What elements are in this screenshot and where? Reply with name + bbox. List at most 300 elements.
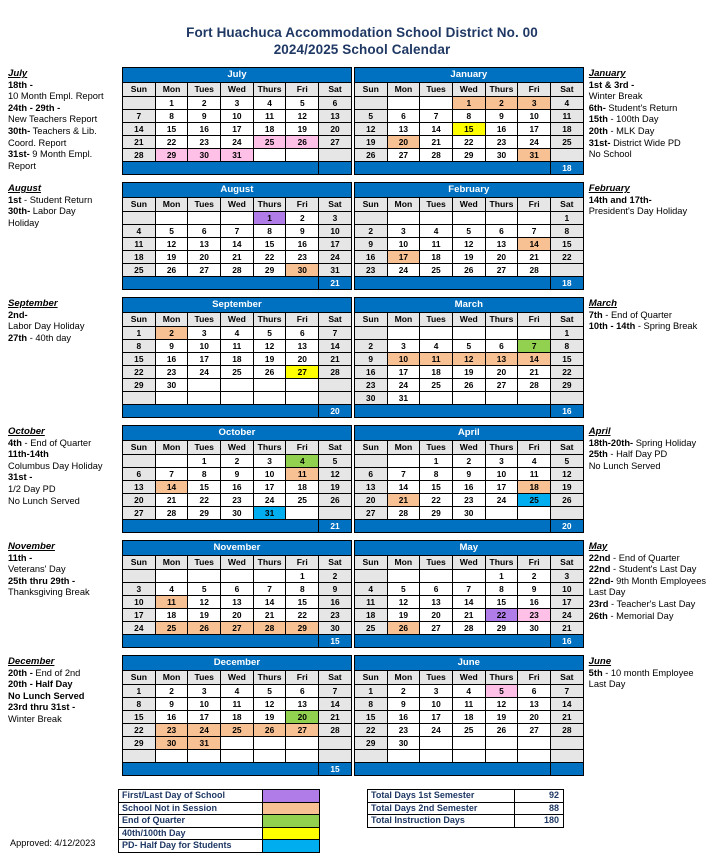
day-cell: 31 xyxy=(188,737,221,750)
day-cell-empty xyxy=(253,392,286,405)
day-cell: 24 xyxy=(518,136,551,149)
day-cell: 22 xyxy=(354,724,387,737)
week-row xyxy=(123,698,352,711)
day-cell: 9 xyxy=(354,238,387,251)
note-line xyxy=(8,321,120,333)
day-cell: 14 xyxy=(518,353,551,366)
legend-row xyxy=(119,840,320,853)
month-calendar-january xyxy=(354,67,584,175)
month-title-june: June xyxy=(354,656,583,671)
day-cell-empty xyxy=(286,737,319,750)
title-line-2: 2024/2025 School Calendar xyxy=(273,42,451,57)
day-cell: 6 xyxy=(286,327,319,340)
day-cell: 30 xyxy=(354,392,387,405)
note-text: Winter Break xyxy=(8,713,62,724)
note-bold: 10th - 14th xyxy=(588,321,636,332)
day-cell: 10 xyxy=(420,698,453,711)
day-cell: 29 xyxy=(551,379,584,392)
day-cell: 17 xyxy=(387,366,420,379)
day-cell: 22 xyxy=(551,366,584,379)
week-row xyxy=(123,97,352,110)
dow-header-thurs: Thurs xyxy=(253,198,286,212)
dow-header-mon: Mon xyxy=(387,556,420,570)
dow-header-fri: Fri xyxy=(286,198,319,212)
note-text: Holiday xyxy=(8,217,40,228)
week-row xyxy=(123,225,352,238)
day-cell: 1 xyxy=(155,97,188,110)
dow-header-mon: Mon xyxy=(387,441,420,455)
day-cell: 17 xyxy=(221,123,254,136)
notes-june xyxy=(584,655,719,691)
dow-header-tues: Tues xyxy=(188,671,221,685)
note-bold: 15th xyxy=(588,114,608,125)
note-bold: 20th - xyxy=(8,667,33,678)
note-line xyxy=(8,472,120,484)
day-cell: 27 xyxy=(485,264,518,277)
row-spacer xyxy=(0,776,724,783)
day-cell: 26 xyxy=(253,366,286,379)
day-cell: 11 xyxy=(221,698,254,711)
day-cell: 6 xyxy=(221,583,254,596)
notes-october xyxy=(8,425,120,507)
week-row xyxy=(354,609,583,622)
notes-september xyxy=(8,297,120,344)
month-title-may: May xyxy=(354,541,583,556)
day-cell: 27 xyxy=(354,507,387,520)
day-cell: 15 xyxy=(551,353,584,366)
day-cell-empty xyxy=(518,750,551,763)
note-text: District Wide PD xyxy=(610,137,681,148)
day-cell-empty xyxy=(387,212,420,225)
day-cell: 20 xyxy=(518,711,551,724)
day-cell: 6 xyxy=(286,685,319,698)
day-cell: 25 xyxy=(420,264,453,277)
day-cell: 12 xyxy=(319,468,352,481)
week-row xyxy=(123,507,352,520)
day-cell: 27 xyxy=(221,622,254,635)
day-cell: 22 xyxy=(123,724,156,737)
day-cell: 6 xyxy=(188,225,221,238)
note-bold: 31st- xyxy=(588,137,611,148)
day-cell: 22 xyxy=(420,494,453,507)
day-cell-empty xyxy=(188,212,221,225)
day-cell: 12 xyxy=(387,596,420,609)
note-bold: 25th thru 29th - xyxy=(8,575,76,586)
dow-header-tues: Tues xyxy=(188,198,221,212)
row-spacer xyxy=(0,290,724,297)
dow-header-sun: Sun xyxy=(123,556,156,570)
day-cell: 30 xyxy=(155,379,188,392)
note-line xyxy=(8,310,120,322)
day-cell: 7 xyxy=(550,685,583,698)
day-cell: 22 xyxy=(452,136,485,149)
calendar-month-row xyxy=(0,540,724,648)
day-cell: 20 xyxy=(319,123,352,136)
week-row xyxy=(123,123,352,136)
calendar-month-row xyxy=(0,655,724,776)
day-cell: 5 xyxy=(253,327,286,340)
day-cell: 2 xyxy=(188,97,221,110)
day-cell: 13 xyxy=(286,698,319,711)
dow-header-sun: Sun xyxy=(354,441,387,455)
day-cell: 10 xyxy=(188,698,221,711)
week-row xyxy=(354,698,583,711)
day-cell: 9 xyxy=(518,583,551,596)
dow-header-tues: Tues xyxy=(188,83,221,97)
week-row xyxy=(123,455,352,468)
day-cell-empty xyxy=(123,455,156,468)
day-cell: 29 xyxy=(420,507,453,520)
day-cell: 23 xyxy=(452,494,485,507)
day-cell-empty xyxy=(253,379,286,392)
totals-row xyxy=(368,802,564,815)
note-text: Thanksgiving Break xyxy=(8,587,90,598)
week-row xyxy=(123,353,352,366)
dow-header-wed: Wed xyxy=(452,441,485,455)
notes-january xyxy=(584,67,719,161)
note-bold: 26th xyxy=(588,610,608,621)
day-cell: 2 xyxy=(155,327,188,340)
note-text: Report xyxy=(8,160,36,171)
day-cell-empty xyxy=(420,570,453,583)
dow-header-fri: Fri xyxy=(286,556,319,570)
note-bold: 1st & 3rd - xyxy=(588,79,635,90)
note-line xyxy=(8,218,120,230)
note-text: - 100th Day xyxy=(607,114,659,125)
day-cell: 2 xyxy=(518,570,551,583)
note-line xyxy=(8,679,120,691)
dow-header-mon: Mon xyxy=(155,313,188,327)
week-row xyxy=(354,110,583,123)
day-cell-empty xyxy=(387,327,420,340)
day-cell: 21 xyxy=(319,711,352,724)
dow-header-tues: Tues xyxy=(188,556,221,570)
dow-header-wed: Wed xyxy=(221,671,254,685)
day-cell-empty xyxy=(286,750,319,763)
dow-header-wed: Wed xyxy=(452,671,485,685)
day-cell-empty xyxy=(221,737,254,750)
week-row xyxy=(123,212,352,225)
day-cell-empty xyxy=(485,750,518,763)
dow-header-mon: Mon xyxy=(155,556,188,570)
day-cell: 27 xyxy=(518,724,551,737)
note-line xyxy=(589,80,719,92)
day-cell: 1 xyxy=(253,212,286,225)
dow-header-sun: Sun xyxy=(354,198,387,212)
note-text: No School xyxy=(588,149,632,160)
month-total-value: 21 xyxy=(319,520,352,533)
day-cell: 11 xyxy=(518,468,551,481)
day-cell: 25 xyxy=(420,379,453,392)
day-cell: 19 xyxy=(452,251,485,264)
day-cell: 21 xyxy=(253,609,286,622)
day-cell-empty xyxy=(221,212,254,225)
day-cell: 6 xyxy=(518,685,551,698)
day-cell: 17 xyxy=(518,123,551,136)
week-row xyxy=(123,685,352,698)
totals-row xyxy=(368,790,564,803)
day-cell: 23 xyxy=(485,136,518,149)
day-cell: 29 xyxy=(123,737,156,750)
day-cell: 21 xyxy=(221,251,254,264)
day-cell: 8 xyxy=(188,468,221,481)
note-line xyxy=(589,564,719,576)
day-cell: 16 xyxy=(221,481,254,494)
day-cell: 25 xyxy=(452,724,485,737)
day-cell: 12 xyxy=(286,110,319,123)
day-cell: 12 xyxy=(155,238,188,251)
day-cell-empty xyxy=(420,212,453,225)
note-text: Labor Day Holiday xyxy=(8,321,85,332)
week-row xyxy=(354,724,583,737)
day-cell: 17 xyxy=(188,711,221,724)
day-cell: 17 xyxy=(123,609,156,622)
dow-header-tues: Tues xyxy=(188,441,221,455)
day-cell-empty xyxy=(452,570,485,583)
day-cell: 7 xyxy=(319,685,352,698)
day-cell: 1 xyxy=(188,455,221,468)
day-cell: 4 xyxy=(155,583,188,596)
day-cell: 12 xyxy=(188,596,221,609)
day-cell-empty xyxy=(155,750,188,763)
day-cell: 24 xyxy=(387,264,420,277)
dow-header-thurs: Thurs xyxy=(485,671,518,685)
day-cell: 23 xyxy=(221,494,254,507)
day-cell: 18 xyxy=(221,353,254,366)
day-cell: 8 xyxy=(452,110,485,123)
note-line xyxy=(8,496,120,508)
month-total-value: 15 xyxy=(319,635,352,648)
dow-header-sat: Sat xyxy=(550,198,583,212)
dow-header-fri: Fri xyxy=(518,556,551,570)
note-bold: 22nd xyxy=(588,552,611,563)
legend-label: 40th/100th Day xyxy=(119,827,263,840)
day-cell: 30 xyxy=(286,264,319,277)
note-text: Winter Break xyxy=(588,91,643,102)
note-text: New Teachers Report xyxy=(8,114,98,125)
day-cell: 8 xyxy=(420,468,453,481)
day-cell: 16 xyxy=(452,481,485,494)
note-line xyxy=(8,91,120,103)
week-row xyxy=(354,149,583,162)
month-title-march: March xyxy=(354,298,583,313)
day-cell: 6 xyxy=(354,468,387,481)
note-line xyxy=(589,449,719,461)
day-cell: 27 xyxy=(286,724,319,737)
dow-header-mon: Mon xyxy=(155,671,188,685)
note-line xyxy=(8,126,120,138)
note-text: Last Day xyxy=(588,679,626,690)
note-line xyxy=(8,484,120,496)
legend-color-swatch xyxy=(263,790,320,803)
day-cell: 29 xyxy=(286,622,319,635)
day-cell-empty xyxy=(221,750,254,763)
day-cell: 1 xyxy=(123,327,156,340)
day-cell: 10 xyxy=(550,583,583,596)
dow-header-mon: Mon xyxy=(387,198,420,212)
day-cell-empty xyxy=(319,392,352,405)
week-row xyxy=(123,379,352,392)
week-row xyxy=(123,750,352,763)
day-cell: 14 xyxy=(550,698,583,711)
week-row xyxy=(354,750,583,763)
day-cell-empty xyxy=(452,327,485,340)
day-cell-empty xyxy=(354,750,387,763)
week-row xyxy=(354,481,583,494)
notes-july xyxy=(8,67,120,172)
week-row xyxy=(354,596,583,609)
dow-header-wed: Wed xyxy=(221,313,254,327)
day-cell-empty xyxy=(551,149,584,162)
day-cell: 6 xyxy=(123,468,156,481)
note-line xyxy=(589,576,719,588)
day-cell: 17 xyxy=(387,251,420,264)
day-cell: 26 xyxy=(354,149,387,162)
dow-header-fri: Fri xyxy=(518,671,551,685)
note-text: 1/2 Day PD xyxy=(8,483,56,494)
note-text: 10 Month Empl. Report xyxy=(8,91,104,102)
note-bold: 27th xyxy=(8,332,28,343)
note-text: - Student Return xyxy=(21,194,93,205)
day-cell: 3 xyxy=(319,212,352,225)
day-cell: 4 xyxy=(221,327,254,340)
week-row xyxy=(354,251,583,264)
note-text: - Half Day PD xyxy=(607,449,668,460)
day-cell: 6 xyxy=(485,225,518,238)
day-cell: 12 xyxy=(551,468,584,481)
month-total-bar xyxy=(123,405,319,418)
title-line-1: Fort Huachuca Accommodation School District No. 00 xyxy=(186,25,538,40)
month-total-value: 18 xyxy=(550,277,583,290)
row-spacer xyxy=(0,533,724,540)
note-bold: 7th xyxy=(588,309,603,320)
week-row xyxy=(354,123,583,136)
week-row xyxy=(354,379,583,392)
day-cell: 19 xyxy=(485,711,518,724)
day-cell: 8 xyxy=(286,583,319,596)
day-cell: 23 xyxy=(188,136,221,149)
month-calendar-august xyxy=(122,182,352,290)
dow-header-thurs: Thurs xyxy=(485,83,518,97)
day-cell: 30 xyxy=(518,622,551,635)
notes-may xyxy=(584,540,719,622)
legend-row xyxy=(119,802,320,815)
day-cell-empty xyxy=(354,455,387,468)
dow-header-mon: Mon xyxy=(155,198,188,212)
week-row xyxy=(354,468,583,481)
note-text: Student's Return xyxy=(605,102,678,113)
month-total-row xyxy=(123,763,352,776)
day-cell: 29 xyxy=(123,379,156,392)
day-cell: 17 xyxy=(550,596,583,609)
note-text: - Memorial Day xyxy=(607,610,674,621)
day-cell: 1 xyxy=(452,97,485,110)
day-cell-empty xyxy=(550,264,583,277)
dow-header-mon: Mon xyxy=(387,313,420,327)
day-cell-empty xyxy=(123,392,156,405)
dow-header-tues: Tues xyxy=(420,441,453,455)
week-row xyxy=(354,570,583,583)
day-cell: 13 xyxy=(123,481,156,494)
day-cell: 22 xyxy=(155,136,188,149)
dow-header-fri: Fri xyxy=(518,441,551,455)
month-total-row xyxy=(354,635,583,648)
day-cell-empty xyxy=(551,392,584,405)
week-row xyxy=(123,110,352,123)
week-row xyxy=(123,570,352,583)
day-cell: 21 xyxy=(518,251,551,264)
month-total-bar xyxy=(123,635,319,648)
day-cell: 18 xyxy=(253,123,286,136)
day-cell: 23 xyxy=(286,251,319,264)
dow-header-wed: Wed xyxy=(221,198,254,212)
day-cell: 25 xyxy=(354,622,387,635)
day-cell: 28 xyxy=(550,724,583,737)
dow-header-tues: Tues xyxy=(420,198,453,212)
note-text: Coord. Report xyxy=(8,137,67,148)
day-cell: 18 xyxy=(551,123,584,136)
day-cell: 17 xyxy=(420,711,453,724)
day-cell: 27 xyxy=(420,622,453,635)
day-cell: 2 xyxy=(286,212,319,225)
day-cell: 16 xyxy=(188,123,221,136)
totals-value: 180 xyxy=(515,815,564,828)
day-cell: 25 xyxy=(518,494,551,507)
note-bold: 11th-14th xyxy=(8,449,49,460)
day-cell: 9 xyxy=(452,468,485,481)
dow-header-sat: Sat xyxy=(550,671,583,685)
day-cell: 19 xyxy=(155,251,188,264)
day-cell: 26 xyxy=(188,622,221,635)
note-text: - End of Quarter xyxy=(602,309,672,320)
day-cell-empty xyxy=(319,750,352,763)
note-bold: 30th- xyxy=(8,206,31,217)
dow-header-sat: Sat xyxy=(319,83,352,97)
day-cell-empty xyxy=(452,392,485,405)
day-cell: 7 xyxy=(221,225,254,238)
month-total-bar xyxy=(354,162,550,175)
day-cell: 21 xyxy=(518,366,551,379)
bottom-section xyxy=(0,789,724,853)
day-cell-empty xyxy=(221,392,254,405)
day-cell: 8 xyxy=(155,110,188,123)
day-cell-empty xyxy=(518,507,551,520)
day-cell: 1 xyxy=(354,685,387,698)
day-cell: 3 xyxy=(123,583,156,596)
day-cell: 4 xyxy=(286,455,319,468)
day-cell: 14 xyxy=(123,123,156,136)
day-cell: 6 xyxy=(485,340,518,353)
month-total-row xyxy=(123,162,352,175)
day-cell-empty xyxy=(155,212,188,225)
day-cell: 23 xyxy=(155,366,188,379)
dow-header-fri: Fri xyxy=(518,198,551,212)
day-cell: 22 xyxy=(286,609,319,622)
day-cell-empty xyxy=(253,149,286,162)
note-text: - Spring Break xyxy=(635,321,698,332)
day-cell: 30 xyxy=(319,622,352,635)
day-cell: 10 xyxy=(188,340,221,353)
day-cell-empty xyxy=(286,149,319,162)
day-cell: 24 xyxy=(319,251,352,264)
dow-header-sun: Sun xyxy=(354,83,387,97)
note-line xyxy=(589,91,719,103)
day-cell: 26 xyxy=(485,724,518,737)
week-row xyxy=(123,264,352,277)
dow-header-sun: Sun xyxy=(354,556,387,570)
day-cell-empty xyxy=(253,750,286,763)
note-line xyxy=(589,138,719,150)
